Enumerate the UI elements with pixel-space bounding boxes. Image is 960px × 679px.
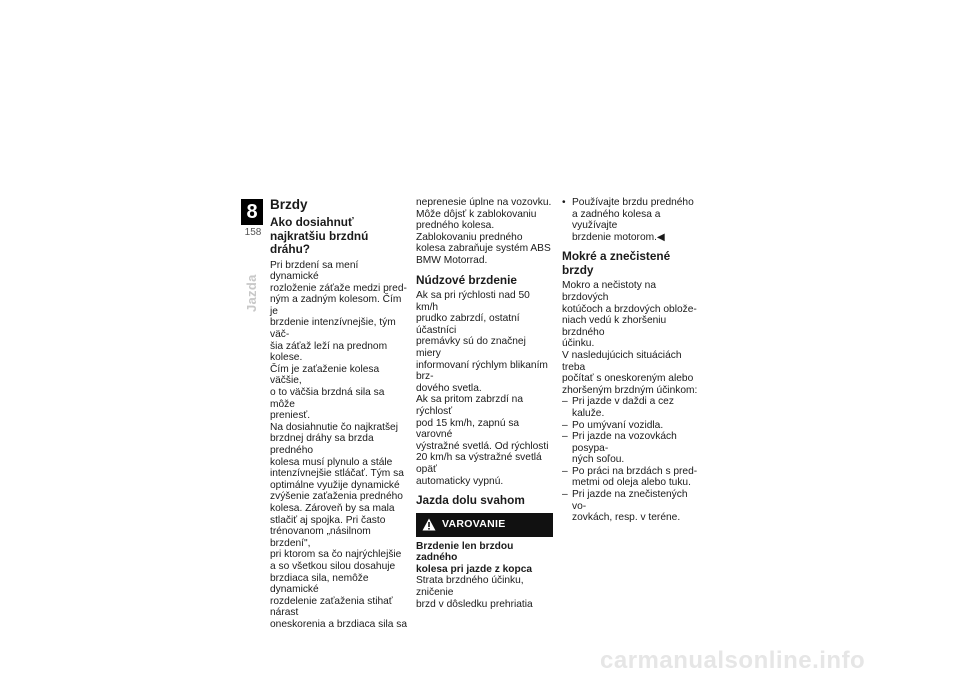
text-line: intenzívnejšie stláčať. Tým sa [270,468,404,480]
warning-triangle-icon [422,518,436,531]
text-line: premávky sú do značnej miery [416,336,526,360]
text-line: neprenesie úplne na vozovku. [416,197,552,208]
text-line: BMW Motorrad. [416,254,488,266]
text-line: rozdelenie zaťaženia stihať nárast [270,595,393,619]
page-number: 158 [244,227,262,238]
list-item [562,489,700,524]
paragraph-emergency-braking [416,290,553,487]
text-line: dového svetla. [416,382,482,394]
text-line: pod 15 km/h, zapnú sa varovné [416,417,520,441]
text-line: a zadného kolesa a využívajte [572,208,661,232]
text-line: výstražné svetlá. Od rýchlosti [416,440,549,452]
text-line: Po umývaní vozidla. [572,419,664,431]
text-line: V nasledujúcich situáciách treba [562,349,682,373]
list-item [562,396,700,419]
heading-downhill-riding: Jazda dolu svahom [416,493,525,508]
warning-label: VAROVANIE [442,517,506,530]
text-line: metmi od oleja alebo tuku. [572,477,691,489]
paragraph-braking-distance [270,260,408,631]
text-line: niach vedú k zhoršeniu brzdného [562,315,667,338]
chapter-side-label: Jazda [244,274,259,312]
heading-emergency-braking: Núdzové brzdenie [416,272,517,287]
paragraph-wet-brakes [562,280,700,396]
text-line: trénovanom „násilnom brzdení", [270,526,371,549]
text-line: 20 km/h sa výstražné svetlá opäť [416,452,542,475]
heading-shortest-braking-distance: Ako dosiahnuť najkratšiu brzdnú dráhu? [270,215,369,256]
warning-text [416,575,553,610]
text-line: kolesa musí plynulo a stále [270,456,393,468]
text-line: Brzdenie len brzdou zadného [416,540,514,564]
text-line: Ak sa pritom zabrzdí na rýchlosť [416,394,524,417]
dash-list [562,396,700,524]
text-line: informovaní rýchlym blikaním brz- [416,359,548,383]
text-line: Pri jazde na vozovkách posypa- [572,431,677,454]
heading-wet-dirty-brakes: Mokré a znečistené brzdy [562,249,671,277]
column-1 [270,197,408,631]
text-line: brzd v dôsledku prehriatia [416,598,533,610]
text-line: Mokro a nečistoty na brzdových [562,280,656,303]
text-line: kolesa pri jazde z kopca [416,563,533,575]
text-line: kolesa zabraňuje systém ABS [416,243,551,255]
text-line: rozloženie záťaže medzi pred- [270,282,407,294]
list-item [562,431,700,466]
text-line: šia záťaž leží na prednom kolese. [270,340,388,364]
text-line: brzdiaca sila, nemôže dynamické [270,572,369,596]
text-line: počítať s oneskoreným alebo [562,373,694,385]
text-line: kotúčoch a brzdových oblože- [562,303,697,315]
warning-banner [416,513,553,537]
text-line: brzdenie motorom.◀ [572,231,665,243]
bullet-list [562,197,700,243]
column-3 [562,197,700,524]
text-line: brzdenie intenzívnejšie, tým väč- [270,317,396,341]
column-2 [416,197,553,610]
text-line: Pri brzdení sa mení dynamické [270,259,359,283]
text-line: preniesť. [270,410,311,422]
warning-title [416,541,553,576]
text-line: brzdnej dráhy sa brzda predného [270,433,374,456]
text-line: Zablokovaniu predného [416,231,523,243]
list-item [562,466,700,489]
text-line: Pri jazde na znečistených vo- [572,489,688,512]
text-line: optimálne využije dynamické [270,479,400,491]
text-line: prudko zabrzdí, ostatní účastníci [416,313,520,336]
text-line: stlačiť aj spojka. Pri často [270,514,386,526]
section-title-brakes: Brzdy [270,197,308,212]
text-line: Pri jazde v daždi a cez kaluže. [572,396,674,419]
text-line: Čím je zaťaženie kolesa väčšie, [270,363,380,387]
text-line: automaticky vypnú. [416,475,504,487]
text-line: ným a zadným kolesom. Čím je [270,294,402,317]
text-line: Ak sa pri rýchlosti nad 50 km/h [416,290,530,313]
text-line: pri ktorom sa čo najrýchlejšie [270,549,402,561]
text-line: Na dosiahnutie čo najkratšej [270,421,398,433]
watermark: carmanualsonline.info [600,647,866,674]
text-line: účinku. [562,338,595,350]
text-line: a so všetkou silou dosahuje [270,560,396,572]
text-line: Používajte brzdu predného [572,197,694,208]
text-line: Môže dôjsť k zablokovaniu [416,208,537,220]
text-line: Strata brzdného účinku, zničenie [416,575,524,599]
paragraph-abs-continuation [416,197,553,267]
text-line: zvýšenie zaťaženia predného [270,491,403,503]
text-line: Po práci na brzdách s pred- [572,465,698,477]
text-line: ných soľou. [572,454,625,466]
chapter-number: 8 [246,201,258,223]
text-line: predného kolesa. [416,220,495,232]
list-item [562,420,700,432]
chapter-number-badge [241,199,263,225]
list-item [562,197,700,243]
text-line: oneskorenia a brzdiaca sila sa [270,618,408,630]
text-line: o to väčšia brzdná sila sa môže [270,387,385,410]
text-line: zovkách, resp. v teréne. [572,512,681,524]
text-line: kolesa. Zároveň by sa mala [270,502,395,514]
text-line: zhoršeným brzdným účinkom: [562,384,698,396]
